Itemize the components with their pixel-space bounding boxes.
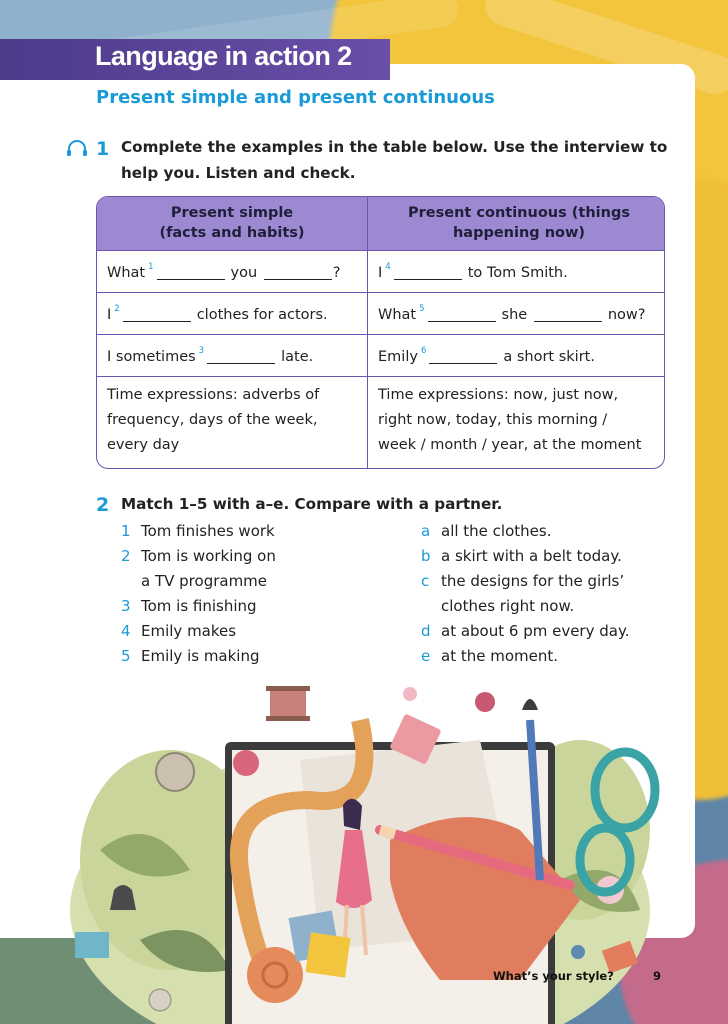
button-icon <box>149 989 171 1011</box>
exercise-2-instruction: Match 1–5 with a–e. Compare with a partner. <box>121 495 503 513</box>
cell-text: Emily <box>378 349 418 365</box>
cell-text: now? <box>607 307 646 323</box>
item-number: 5 <box>121 647 131 665</box>
item-letter: e <box>421 647 431 665</box>
item-text: Emily makes <box>141 622 237 640</box>
list-item <box>421 544 681 569</box>
gap-number: 1 <box>148 262 154 272</box>
header-line: (facts and habits) <box>159 225 305 241</box>
cell-text: late. <box>281 349 314 365</box>
item-text: Tom is finishing <box>141 597 257 615</box>
cell-text: you <box>230 265 258 281</box>
header-line: Present simple <box>170 205 294 221</box>
item-number: 2 <box>121 547 131 565</box>
button-icon <box>403 687 417 701</box>
spool-icon <box>270 688 306 718</box>
item-text: Tom finishes work <box>141 522 275 540</box>
te-line: right now, today, this morning / <box>378 412 608 428</box>
item-text: all the clothes. <box>441 522 552 540</box>
cell-text: clothes for actors. <box>196 307 328 323</box>
exercise-1-number: 1 <box>96 138 110 160</box>
match-list-right <box>421 519 681 669</box>
item-letter: c <box>421 572 430 590</box>
gap-number: 3 <box>198 346 205 356</box>
list-item <box>421 644 681 669</box>
table-row <box>97 293 664 335</box>
item-number: 4 <box>121 622 131 640</box>
gap-number: 2 <box>114 304 120 314</box>
table-cell <box>107 346 313 365</box>
answer-blank[interactable] <box>534 307 602 322</box>
item-text: a skirt with a belt today. <box>441 547 622 565</box>
te-line: frequency, days of the week, <box>107 412 318 428</box>
item-text: Emily is making <box>141 647 260 665</box>
exercise-1-instruction <box>121 134 667 186</box>
item-text: at about 6 pm every day. <box>441 622 630 640</box>
header-line: Present continuous (things <box>408 205 630 221</box>
te-line: Time expressions: adverbs of <box>107 387 320 403</box>
button-icon <box>475 692 495 712</box>
list-item <box>421 519 681 544</box>
table-row-time-expressions <box>97 377 664 468</box>
te-line: week / month / year, at the moment <box>378 437 642 453</box>
item-letter: b <box>421 547 431 565</box>
exercise-2-number: 2 <box>96 494 110 516</box>
item-letter: a <box>421 522 431 540</box>
gap-number: 5 <box>419 304 425 314</box>
list-item <box>121 644 391 669</box>
table-divider <box>367 197 368 468</box>
list-item-continued <box>421 594 681 619</box>
header-present-simple <box>97 203 367 243</box>
section-subtitle: Present simple and present continuous <box>96 87 495 108</box>
item-text: clothes right now. <box>441 597 575 615</box>
spool-icon <box>75 932 109 958</box>
table-row <box>97 251 664 293</box>
cell-text: ? <box>332 265 341 281</box>
instruction-line: Complete the examples in the table below. Use the interview to <box>121 138 668 156</box>
list-item-continued <box>121 569 391 594</box>
answer-blank[interactable] <box>429 349 497 364</box>
table-cell <box>378 262 568 281</box>
answer-blank[interactable] <box>207 349 275 364</box>
page-title: Language in action 2 <box>95 41 352 71</box>
item-text: Tom is working on <box>141 547 276 565</box>
item-text: at the moment. <box>441 647 559 665</box>
match-list-left <box>121 519 391 669</box>
cell-text: to Tom Smith. <box>467 265 568 281</box>
list-item <box>121 519 391 544</box>
page-number: 9 <box>653 969 662 983</box>
answer-blank[interactable] <box>157 265 225 280</box>
list-item <box>121 594 391 619</box>
cell-text: I sometimes <box>107 349 196 365</box>
time-expressions-continuous <box>378 383 641 458</box>
gap-number: 6 <box>420 346 427 356</box>
te-line: Time expressions: now, just now, <box>378 387 619 403</box>
button-icon <box>571 945 585 959</box>
table-cell <box>107 304 328 323</box>
list-item <box>421 569 681 594</box>
table-cell <box>378 304 645 323</box>
cell-text: I <box>378 265 383 281</box>
item-number: 1 <box>121 522 131 540</box>
cell-text: a short skirt. <box>503 349 595 365</box>
table-header-row <box>97 197 664 251</box>
time-expressions-simple <box>107 383 319 458</box>
table-row <box>97 335 664 377</box>
list-item <box>121 544 391 569</box>
item-text: a TV programme <box>141 572 268 590</box>
table-cell <box>107 262 341 281</box>
item-text: the designs for the girls’ <box>441 572 625 590</box>
grammar-table <box>96 196 665 469</box>
headphones-icon[interactable] <box>66 140 88 156</box>
button-icon <box>156 753 194 791</box>
answer-blank[interactable] <box>264 265 332 280</box>
button-icon <box>233 750 259 776</box>
list-item <box>121 619 391 644</box>
table-cell <box>378 346 595 365</box>
gap-number: 4 <box>385 262 391 272</box>
header-line: happening now) <box>452 225 586 241</box>
instruction-line: help you. Listen and check. <box>121 164 356 182</box>
cell-text: she <box>501 307 528 323</box>
item-number: 3 <box>121 597 131 615</box>
title-banner <box>0 39 390 80</box>
fabric-swatch <box>305 932 350 977</box>
cell-text: I <box>107 307 112 323</box>
te-line: every day <box>107 437 180 453</box>
answer-blank[interactable] <box>123 307 191 322</box>
answer-blank[interactable] <box>394 265 462 280</box>
list-item <box>421 619 681 644</box>
unit-title: What’s your style? <box>493 969 614 983</box>
cell-text: What <box>378 307 417 323</box>
item-letter: d <box>421 622 431 640</box>
cell-text: What <box>107 265 146 281</box>
answer-blank[interactable] <box>428 307 496 322</box>
header-present-continuous <box>374 203 664 243</box>
